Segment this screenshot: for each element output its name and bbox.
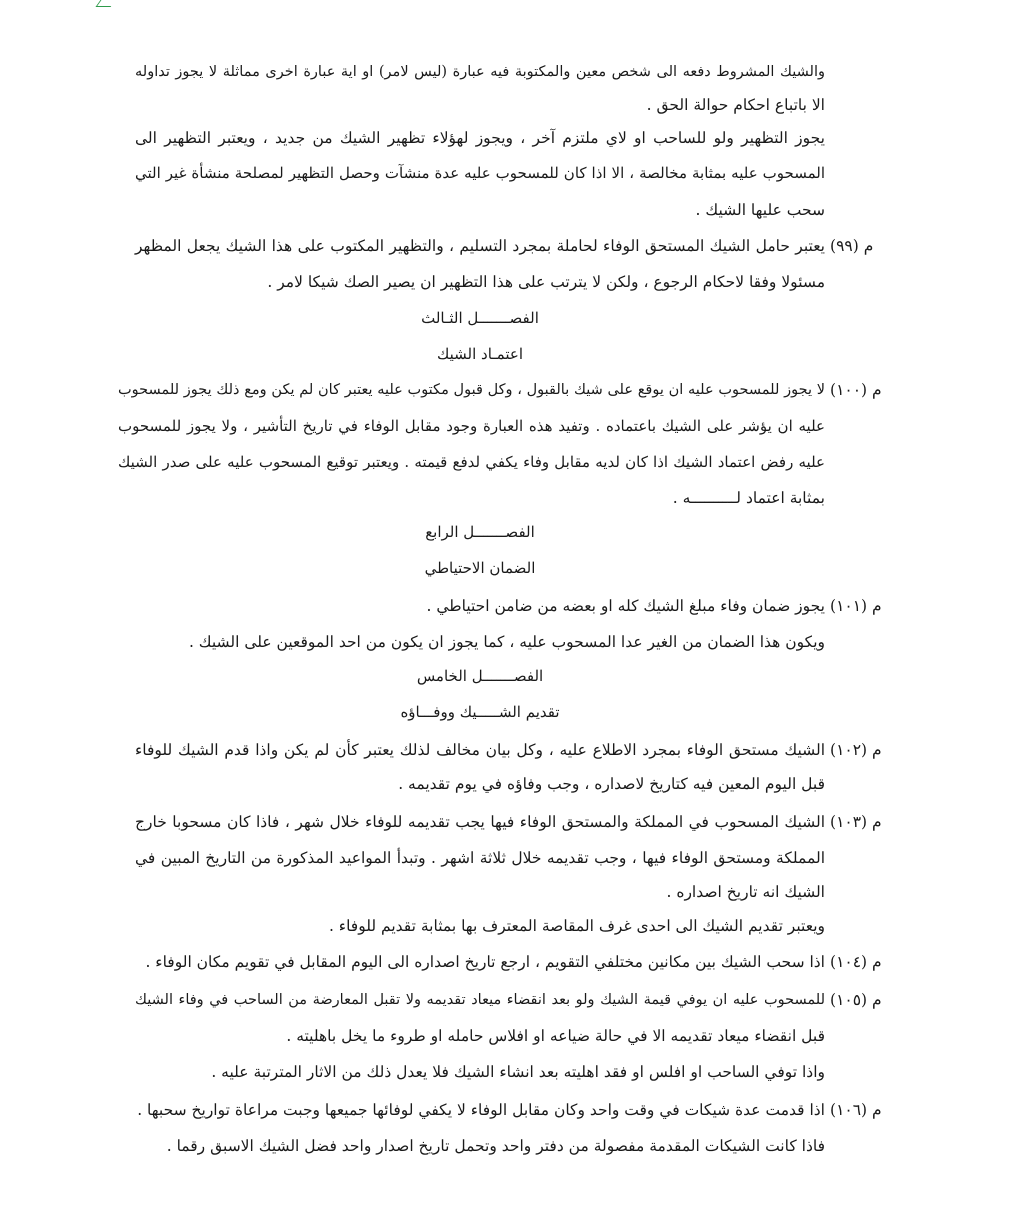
text-line: يجوز التظهير ولو للساحب او لاي ملتزم آخر ، ويجوز لهؤلاء تظهير الشيك من جديد ، ويعتبر التظهير الى (135, 129, 825, 147)
article-number: م (١٠٣) (830, 813, 882, 831)
text-line: فاذا كانت الشيكات المقدمة مفصولة من دفتر واحد وتحمل تاريخ اصدار واحد فضل الشيك الاسبق رقما . (166, 1137, 825, 1155)
text-line: واذا توفي الساحب او افلس او فقد اهليته بعد انشاء الشيك فلا يعدل ذلك من الاثار المترتبة عليه . (211, 1063, 825, 1081)
article-number: م (١٠٠) (830, 381, 882, 399)
section-heading: اعتمـاد الشيك (436, 345, 523, 363)
text-line: قبل انقضاء ميعاد تقديمه الا في حالة ضياعه او افلاس حامله او طروء ما يخل باهليته . (286, 1027, 825, 1045)
text-line: الشيك انه تاريخ اصداره . (666, 883, 825, 901)
text-line: ويكون هذا الضمان من الغير عدا المسحوب عليه ، كما يجوز ان يكون من احد الموقعين على الشيك . (188, 633, 825, 651)
section-heading: الضمان الاحتياطي (424, 559, 536, 577)
text-line: ويعتبر تقديم الشيك الى احدى غرف المقاصة المعترف بها بمثابة تقديم للوفاء . (328, 917, 825, 935)
text-line: قبل اليوم المعين فيه كتاريخ لاصداره ، وجب وفاؤه في يوم تقديمه . (398, 775, 825, 793)
text-line: المملكة ومستحق الوفاء فيها ، وجب تقديمه خلال ثلاثة اشهر . وتبدأ المواعيد المذكورة من التاريخ المبين في (135, 849, 825, 867)
article-number: م (١٠٥) (830, 991, 882, 1009)
text-line: يجوز ضمان وفاء مبلغ الشيك كله او بعضه من ضامن احتياطي . (426, 597, 825, 615)
section-heading: تقديم الشـــــيك ووفـــاؤه (400, 703, 560, 721)
article-number: م (٩٩) (830, 237, 874, 255)
article-number: م (١٠٢) (830, 741, 882, 759)
chapter-heading: الفصـــــــل الرابع (425, 523, 535, 541)
text-line: الشيك المسحوب في المملكة والمستحق الوفاء فيها يجب تقديمه للوفاء خلال شهر ، فاذا كان مسحوبا خارج (135, 813, 825, 831)
text-line: اذا سحب الشيك بين مكانين مختلفي التقويم ، ارجع تاريخ اصداره الى اليوم المقابل في تقويم مكان الوفاء . (145, 953, 825, 971)
chapter-heading: الفصـــــــل الخامس (416, 667, 544, 685)
article-number: م (١٠١) (830, 597, 882, 615)
text-line: مسئولا وفقا لاحكام الرجوع ، ولكن لا يترتب على هذا التظهير ان يصير الصك شيكا لامر . (267, 273, 825, 291)
text-line: الشيك مستحق الوفاء بمجرد الاطلاع عليه ، وكل بيان مخالف لذلك يعتبر كأن لم يكن واذا قدم الشيك للوفاء (135, 741, 825, 759)
article-number: م (١٠٤) (830, 953, 882, 971)
text-line: عليه ان يؤشر على الشيك باعتماده . وتفيد هذه العبارة وجود مقابل الوفاء في تاريخ التأشير ، ولا يجوز للمسحوب (118, 417, 825, 435)
text-line: لا يجوز للمسحوب عليه ان يوقع على شيك بالقبول ، وكل قبول مكتوب عليه يعتبر كان لم يكن ومع ذلك يجوز للمسحوب (118, 382, 825, 398)
text-line: والشيك المشروط دفعه الى شخص معين والمكتوبة فيه عبارة (ليس لامر) او اية عبارة اخرى مماثلة لا يجوز تداوله (135, 64, 825, 80)
article-number: م (١٠٦) (830, 1101, 882, 1119)
text-line: عليه رفض اعتماد الشيك اذا كان لديه مقابل وفاء يكفي لدفع قيمته . ويعتبر توقيع المسحوب عليه على صدر الشيك (118, 453, 825, 471)
text-line: المسحوب عليه بمثابة مخالصة ، الا اذا كان للمسحوب عليه عدة منشآت وحصل التظهير لمصلحة منشأة غير التي (135, 164, 825, 182)
chapter-heading: الفصـــــــل الثـالث (421, 309, 539, 327)
text-line: الا باتباع احكام حوالة الحق . (646, 96, 825, 114)
text-line: للمسحوب عليه ان يوفي قيمة الشيك ولو بعد انقضاء ميعاد تقديمه ولا تقبل المعارضة من الساحب في وفاء الشيك (135, 992, 825, 1008)
text-line: سحب عليها الشيك . (695, 201, 825, 219)
text-line: اذا قدمت عدة شيكات في وقت واحد وكان مقابل الوفاء لا يكفي لوفائها جميعها وجبت مراعاة تواريخ سحبها . (137, 1101, 825, 1119)
text-line: بمثابة اعتماد لــــــــــه . (672, 489, 825, 507)
text-line: يعتبر حامل الشيك المستحق الوفاء لحاملة بمجرد التسليم ، والتظهير المكتوب على هذا الشيك يجعل المظهر (135, 237, 825, 255)
